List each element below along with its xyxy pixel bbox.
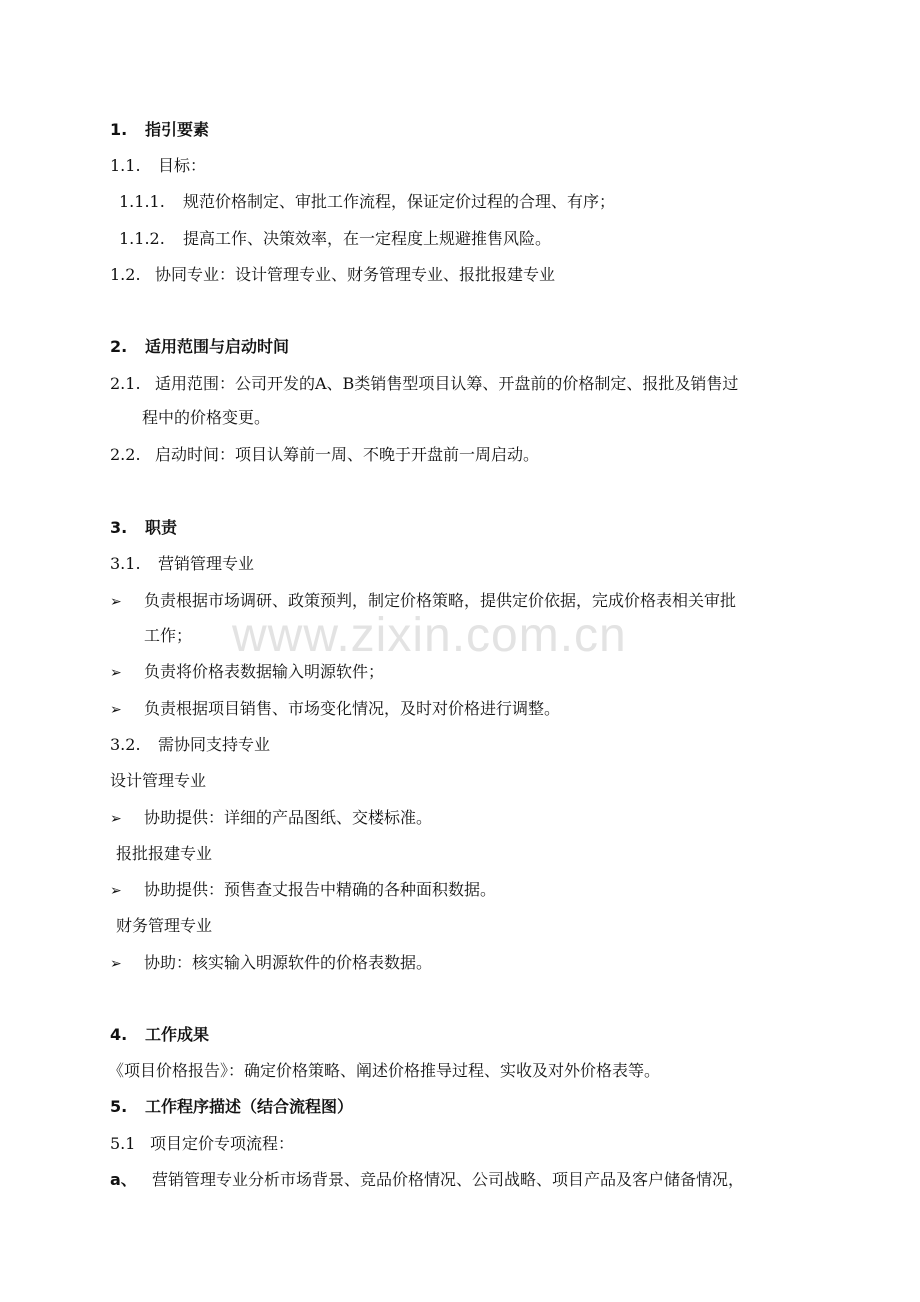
item-number: 3.2. — [110, 735, 141, 754]
section-1-title: 指引要素 — [145, 120, 210, 139]
section-2-number: 2. — [110, 337, 128, 356]
item-2-2 — [110, 445, 539, 465]
item-1-1 — [110, 156, 206, 176]
section-4-heading — [110, 1025, 209, 1045]
item-2-1-continued: 程中的价格变更。 — [142, 408, 271, 427]
item-text: 适用范围：公司开发的A、B类销售型项目认筹、开盘前的价格制定、报批及销售过 — [155, 374, 739, 393]
bullet-text: 协助提供：预售查丈报告中精确的各种面积数据。 — [144, 880, 497, 899]
arrow-bullet-icon: ➢ — [110, 883, 122, 899]
section-5-number: 5. — [110, 1097, 128, 1116]
item-number: 2.2. — [110, 445, 141, 464]
item-1-2 — [110, 265, 555, 285]
section-5-title: 工作程序描述（结合流程图） — [145, 1097, 354, 1116]
item-1-1-1 — [119, 192, 615, 212]
item-text: 营销管理专业 — [158, 554, 255, 573]
bullet-text: 协助：核实输入明源软件的价格表数据。 — [144, 953, 433, 972]
bullet-text: 协助提供：详细的产品图纸、交楼标准。 — [144, 808, 433, 827]
section-2-heading — [110, 337, 289, 357]
item-3-1 — [110, 554, 254, 574]
bullet-item-3 — [110, 699, 560, 720]
section-3-title: 职责 — [145, 518, 178, 537]
item-number: 1.1.1. — [119, 192, 165, 211]
bullet-item-4 — [110, 808, 432, 829]
bullet-text: 负责将价格表数据输入明源软件； — [144, 662, 385, 681]
work-result-text: 《项目价格报告》：确定价格策略、阐述价格推导过程、实收及对外价格表等。 — [108, 1061, 661, 1080]
arrow-bullet-icon: ➢ — [110, 702, 122, 718]
item-text: 协同专业：设计管理专业、财务管理专业、报批报建专业 — [155, 265, 556, 284]
item-text: 启动时间：项目认筹前一周、不晚于开盘前一周启动。 — [155, 445, 540, 464]
section-4-title: 工作成果 — [145, 1025, 210, 1044]
bullet-item-5 — [110, 880, 496, 901]
bullet-item-1-continued: 工作； — [144, 626, 193, 645]
bullet-text: 负责根据市场调研、政策预判，制定价格策略，提供定价依据，完成价格表相关审批 — [144, 591, 737, 610]
item-number: 1.2. — [110, 265, 141, 284]
item-text: 规范价格制定、审批工作流程，保证定价过程的合理、有序； — [183, 192, 616, 211]
watermark: www.zixin.com.cn — [232, 609, 627, 662]
arrow-bullet-icon: ➢ — [110, 956, 122, 972]
design-management-label: 设计管理专业 — [110, 771, 207, 790]
item-number: 1.1.2. — [119, 229, 165, 248]
item-1-1-2 — [119, 229, 551, 249]
section-1-heading — [110, 120, 209, 140]
item-text: 需协同支持专业 — [158, 735, 271, 754]
arrow-bullet-icon: ➢ — [110, 594, 122, 610]
arrow-bullet-icon: ➢ — [110, 811, 122, 827]
item-text: 目标： — [158, 156, 207, 175]
bullet-item-6 — [110, 953, 432, 974]
section-1-number: 1. — [110, 120, 128, 139]
step-a-text: 营销管理专业分析市场背景、竞品价格情况、公司战略、项目产品及客户储备情况， — [152, 1170, 745, 1189]
step-a-label: a、 — [110, 1170, 137, 1189]
section-3-number: 3. — [110, 518, 128, 537]
arrow-bullet-icon: ➢ — [110, 665, 122, 681]
item-number: 5.1 — [110, 1134, 136, 1153]
item-5-1 — [110, 1134, 294, 1154]
bullet-text: 负责根据项目销售、市场变化情况，及时对价格进行调整。 — [144, 699, 561, 718]
item-text: 项目定价专项流程： — [150, 1134, 295, 1153]
item-3-2 — [110, 735, 270, 755]
item-number: 3.1. — [110, 554, 141, 573]
bullet-item-1 — [110, 591, 736, 612]
approval-label: 报批报建专业 — [116, 844, 213, 863]
step-a — [110, 1170, 744, 1190]
item-2-1 — [110, 374, 738, 394]
bullet-item-2 — [110, 662, 384, 683]
section-3-heading — [110, 518, 177, 538]
finance-management-label: 财务管理专业 — [116, 916, 213, 935]
item-number: 2.1. — [110, 374, 141, 393]
section-5-heading — [110, 1097, 353, 1117]
item-text: 提高工作、决策效率，在一定程度上规避推售风险。 — [183, 229, 552, 248]
section-2-title: 适用范围与启动时间 — [145, 337, 290, 356]
item-number: 1.1. — [110, 156, 141, 175]
section-4-number: 4. — [110, 1025, 128, 1044]
